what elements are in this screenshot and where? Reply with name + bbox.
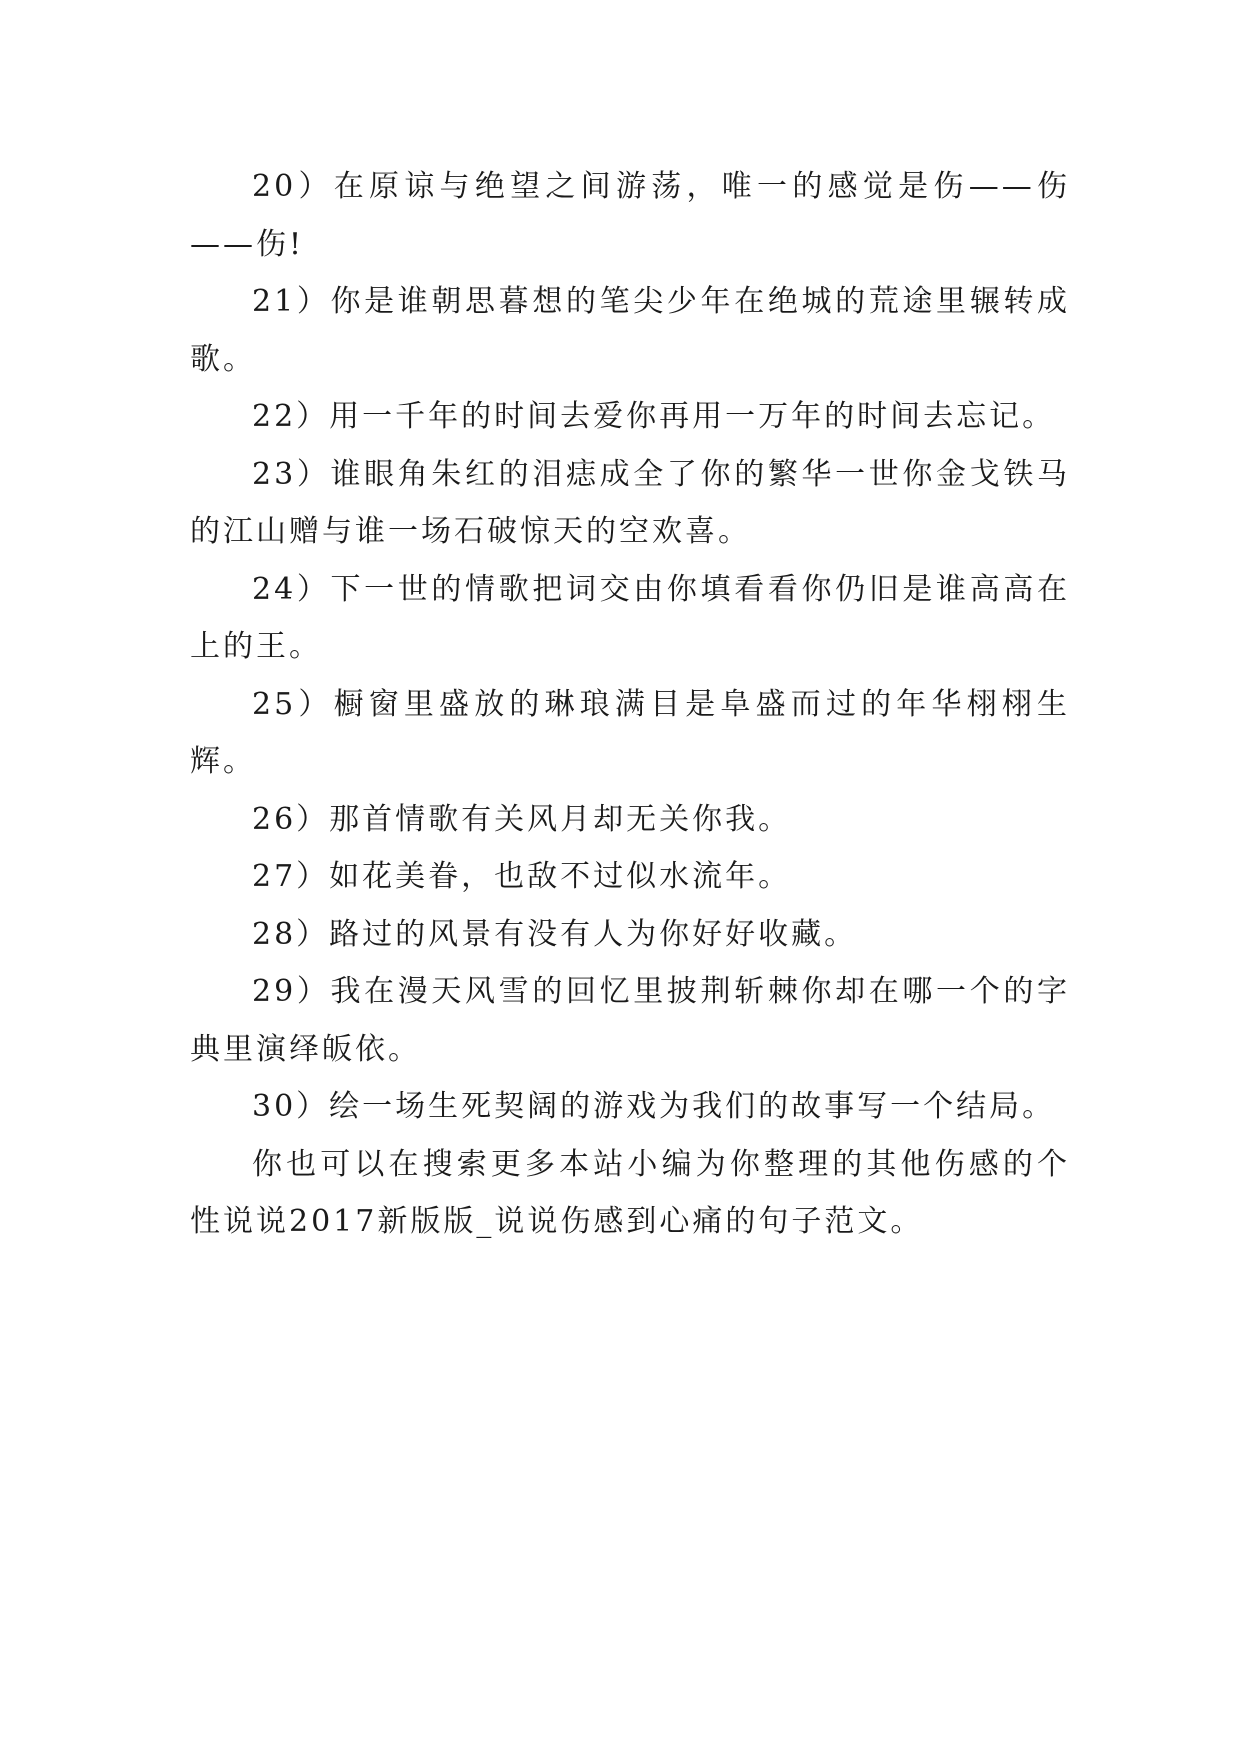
paragraph-26: 26）那首情歌有关风月却无关你我。 (252, 801, 792, 837)
paragraph-22: 22）用一千年的时间去爱你再用一万年的时间去忘记。 (252, 399, 1056, 434)
paragraph-30: 30）绘一场生死契阔的游戏为我们的故事写一个结局。 (252, 1089, 1056, 1124)
paragraph-25: 25）橱窗里盛放的琳琅满目是阜盛而过的年华栩栩生辉。 (190, 686, 1070, 779)
paragraph-24: 24）下一世的情歌把词交由你填看看你仍旧是谁高高在上的王。 (190, 571, 1070, 664)
document-body (190, 158, 1070, 1251)
paragraph-27: 27）如花美眷，也敌不过似水流年。 (252, 859, 792, 894)
paragraph-21: 21）你是谁朝思暮想的笔尖少年在绝城的荒途里辗转成歌。 (190, 284, 1070, 377)
paragraph-29: 29）我在漫天风雪的回忆里披荆斩棘你却在哪一个的字典里演绎皈依。 (190, 974, 1070, 1067)
paragraph-28: 28）路过的风景有没有人为你好好收藏。 (252, 916, 858, 952)
paragraph-23: 23）谁眼角朱红的泪痣成全了你的繁华一世你金戈铁马的江山赠与谁一场石破惊天的空欢喜。 (190, 456, 1070, 549)
closing-paragraph: 你也可以在搜索更多本站小编为你整理的其他伤感的个性说说2017新版版_说说伤感到心痛的句子范文。 (190, 1146, 1070, 1239)
paragraph-20: 20）在原谅与绝望之间游荡，唯一的感觉是伤——伤——伤! (190, 169, 1070, 262)
